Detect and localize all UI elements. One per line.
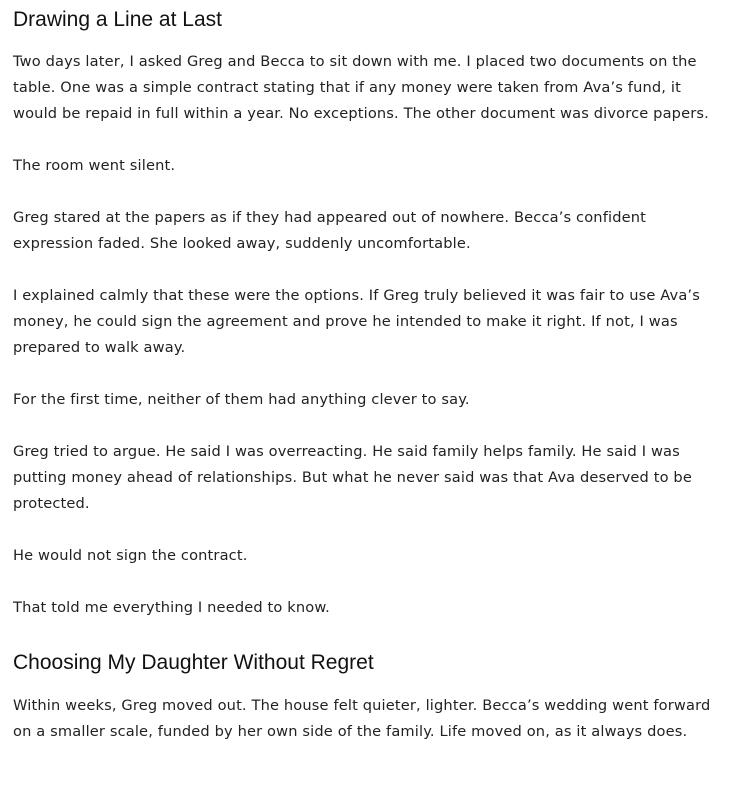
paragraph-two-documents: Two days later, I asked Greg and Becca to sit down with me. I placed two documents on the table. One was a simple contract stating that if any money were taken from Ava’s fund, it would be repaid in full within a year. No exceptions. The other document was divorce papers. (13, 53, 709, 122)
paragraph-greg-stared: Greg stared at the papers as if they had appeared out of nowhere. Becca’s confident expression faded. She looked away, suddenly uncomfortable. (13, 209, 647, 252)
paragraph-would-not-sign: He would not sign the contract. (13, 547, 248, 564)
section-heading-choosing-my-daughter: Choosing My Daughter Without Regret (13, 651, 374, 674)
paragraph-greg-argued: Greg tried to argue. He said I was overreacting. He said family helps family. He said I was putting money ahead of relationships. But what he never said was that Ava deserved to be protected. (13, 443, 692, 512)
section-heading-drawing-a-line: Drawing a Line at Last (13, 8, 222, 31)
paragraph-told-me-everything: That told me everything I needed to know. (13, 599, 330, 616)
paragraph-explained-options: I explained calmly that these were the options. If Greg truly believed it was fair to use Ava’s money, he could sign the agreement and prove he intended to make it right. If not, I was prepared to walk away. (13, 287, 700, 356)
paragraph-first-time: For the first time, neither of them had anything clever to say. (13, 391, 470, 408)
paragraph-room-silent: The room went silent. (13, 157, 176, 174)
paragraph-within-weeks: Within weeks, Greg moved out. The house felt quieter, lighter. Becca’s wedding went forward on a smaller scale, funded by her own side of the family. Life moved on, as it always does. (13, 697, 711, 740)
article-body (13, 0, 729, 771)
